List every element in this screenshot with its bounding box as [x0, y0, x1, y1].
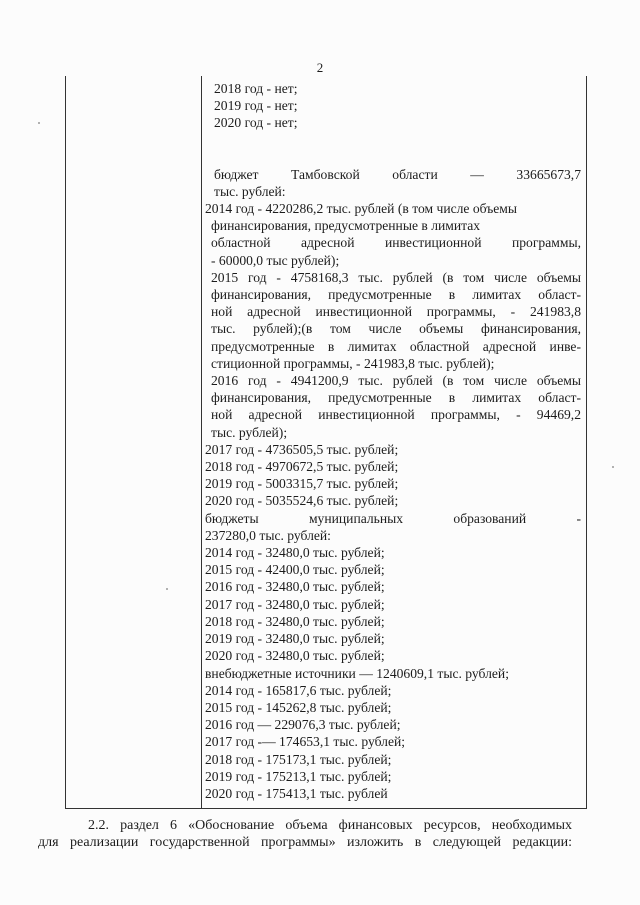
funding-line: 2019 год - нет;	[214, 98, 298, 114]
funding-line: 2015 год - 145262,8 тыс. рублей;	[205, 699, 392, 715]
funding-line: - 60000,0 тыс рублей);	[211, 252, 340, 268]
funding-line: стиционной программы, - 241983,8 тыс. рублей);	[211, 355, 495, 371]
funding-line: 2016 год - 32480,0 тыс. рублей;	[205, 579, 385, 595]
funding-line: 2019 год - 175213,1 тыс. рублей;	[205, 768, 392, 784]
funding-line: 2019 год - 32480,0 тыс. рублей;	[205, 631, 385, 647]
extrabudgetary-block	[205, 665, 581, 803]
funding-line: 2017 год - 32480,0 тыс. рублей;	[205, 596, 385, 612]
funding-line: 2015 год - 42400,0 тыс. рублей;	[205, 562, 385, 578]
amendment-paragraph-line-1: 2.2. раздел 6 «Обоснование объема финансовых ресурсов, необходимых	[88, 818, 572, 833]
table-column-divider	[201, 76, 202, 809]
funding-line: 2018 год - 175173,1 тыс. рублей;	[205, 751, 392, 767]
funding-line: 2020 год - нет;	[214, 115, 298, 131]
funding-cell	[205, 80, 581, 802]
funding-line: 2015 год - 4758168,3 тыс. рублей (в том числе объемы	[211, 269, 581, 285]
page-number: 2	[316, 60, 324, 75]
amendment-paragraph-line-2: для реализации государственной программы» изложить в следующей редакции:	[38, 835, 572, 850]
funding-line: 2017 год - 4736505,5 тыс. рублей;	[205, 441, 399, 457]
funding-line: 2020 год - 5035524,6 тыс. рублей;	[205, 493, 399, 509]
regional-budget-heading: бюджет Тамбовской области — 33665673,7	[214, 166, 581, 182]
funding-line: предусмотренные в лимитах областной адресной инве-	[211, 338, 581, 354]
funding-line: 2014 год - 32480,0 тыс. рублей;	[205, 545, 385, 561]
funding-line: 2016 год - 4941200,9 тыс. рублей (в том числе объемы	[211, 373, 581, 389]
funding-line: 2014 год - 4220286,2 тыс. рублей (в том числе объемы	[205, 201, 518, 217]
funding-line: ной адресной инвестиционной программы, - 94469,2	[211, 407, 581, 423]
funding-line: 2014 год - 165817,6 тыс. рублей;	[205, 682, 392, 698]
municipal-budgets-block	[205, 510, 581, 665]
scan-speck	[166, 588, 168, 590]
funding-line: 2018 год - 32480,0 тыс. рублей;	[205, 613, 385, 629]
funding-line: тыс. рублей);(в том числе объемы финансирования,	[211, 321, 581, 337]
regional-budget-block	[205, 166, 581, 510]
funding-line: 2020 год - 175413,1 тыс. рублей	[205, 785, 388, 801]
scan-speck	[38, 122, 40, 124]
funding-line: 237280,0 тыс. рублей:	[205, 527, 331, 543]
funding-line: 2016 год — 229076,3 тыс. рублей;	[205, 717, 401, 733]
extrabudgetary-heading: внебюджетные источники — 1240609,1 тыс. рублей;	[205, 665, 509, 681]
funding-line: областной адресной инвестиционной программы,	[211, 235, 581, 251]
municipal-budgets-heading: бюджеты муниципальных образований -	[205, 510, 581, 526]
funding-line: тыс. рублей:	[214, 183, 286, 199]
funding-line: 2019 год - 5003315,7 тыс. рублей;	[205, 476, 399, 492]
funding-line: финансирования, предусмотренные в лимитах	[211, 218, 481, 234]
funding-line: 2020 год - 32480,0 тыс. рублей;	[205, 648, 385, 664]
funding-line: 2018 год - нет;	[214, 81, 298, 96]
funding-line: ной адресной инвестиционной программы, - 241983,8	[211, 304, 581, 320]
scan-speck	[612, 466, 614, 468]
funding-line: 2017 год -— 174653,1 тыс. рублей;	[205, 734, 406, 750]
funding-line: тыс. рублей);	[211, 424, 288, 440]
blank-gap	[205, 132, 581, 166]
funding-line: 2018 год - 4970672,5 тыс. рублей;	[205, 459, 399, 475]
funding-top-lines	[205, 80, 581, 132]
funding-line: финансирования, предусмотренные в лимитах област-	[211, 390, 581, 406]
funding-line: финансирования, предусмотренные в лимитах област-	[211, 287, 581, 303]
